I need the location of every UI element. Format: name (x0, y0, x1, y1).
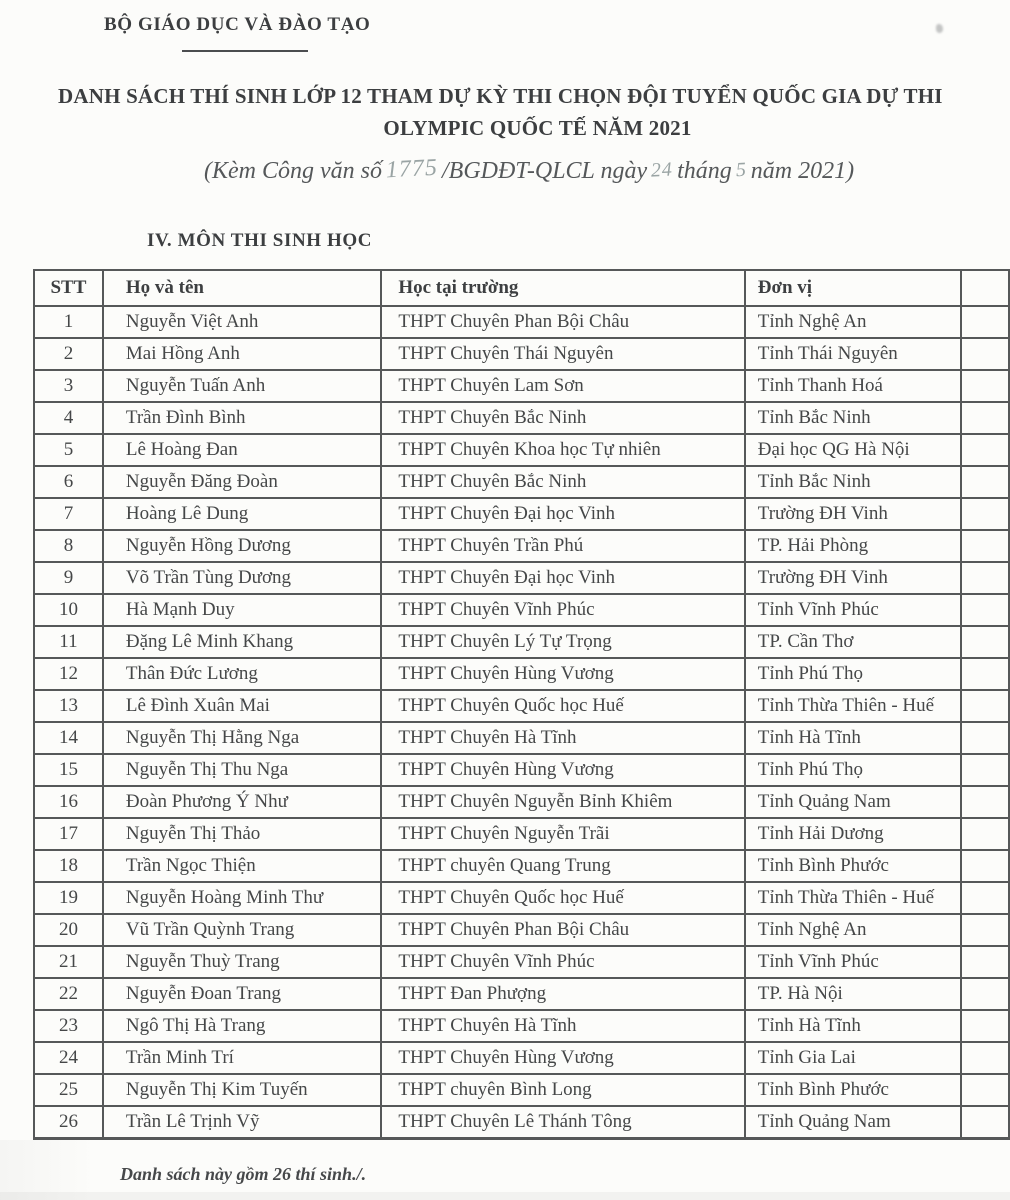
ministry-name: BỘ GIÁO DỤC VÀ ĐÀO TẠO (104, 14, 371, 35)
cell-unit: Tỉnh Thanh Hoá (745, 370, 962, 402)
header-unit: Đơn vị (745, 270, 962, 306)
cell-stt: 25 (34, 1074, 103, 1106)
scan-band (0, 1192, 1010, 1200)
cell-school: THPT Chuyên Đại học Vinh (381, 498, 744, 530)
table-row (34, 466, 1009, 498)
cell-unit: Tỉnh Phú Thọ (745, 754, 962, 786)
cell-school: THPT chuyên Quang Trung (381, 850, 744, 882)
cell-school: THPT Chuyên Vĩnh Phúc (381, 946, 744, 978)
cell-unit: Trường ĐH Vinh (745, 562, 962, 594)
header-school: Học tại trường (381, 270, 744, 306)
cell-name: Thân Đức Lương (103, 658, 381, 690)
cell-name: Trần Lê Trịnh Vỹ (103, 1106, 381, 1139)
cell-extra (961, 658, 1009, 690)
student-roster-table (33, 269, 1010, 1140)
cell-unit: Tỉnh Quảng Nam (745, 1106, 962, 1139)
table-row (34, 1042, 1009, 1074)
table-row (34, 818, 1009, 850)
cell-name: Hà Mạnh Duy (103, 594, 381, 626)
cell-unit: Tỉnh Phú Thọ (745, 658, 962, 690)
cell-stt: 24 (34, 1042, 103, 1074)
table-row (34, 626, 1009, 658)
cell-extra (961, 562, 1009, 594)
cell-unit: Tỉnh Nghệ An (745, 306, 962, 338)
cell-school: THPT chuyên Bình Long (381, 1074, 744, 1106)
cell-school: THPT Chuyên Vĩnh Phúc (381, 594, 744, 626)
cell-extra (961, 530, 1009, 562)
cell-stt: 14 (34, 722, 103, 754)
table-row (34, 754, 1009, 786)
cell-extra (961, 338, 1009, 370)
section-heading-biology: IV. MÔN THI SINH HỌC (147, 230, 373, 251)
cell-stt: 20 (34, 914, 103, 946)
cell-stt: 6 (34, 466, 103, 498)
table-row (34, 306, 1009, 338)
cell-stt: 1 (34, 306, 103, 338)
table-row (34, 594, 1009, 626)
table-row (34, 658, 1009, 690)
handwritten-day: 24 (650, 158, 674, 182)
cell-name: Nguyễn Thị Hằng Nga (103, 722, 381, 754)
cell-unit: Tỉnh Thừa Thiên - Huế (745, 882, 962, 914)
cell-unit: Đại học QG Hà Nội (745, 434, 962, 466)
cell-unit: Tỉnh Gia Lai (745, 1042, 962, 1074)
cell-name: Đặng Lê Minh Khang (103, 626, 381, 658)
table-header-row (34, 270, 1009, 306)
cell-stt: 10 (34, 594, 103, 626)
header-name: Họ và tên (103, 270, 381, 306)
cell-unit: Tỉnh Bắc Ninh (745, 402, 962, 434)
cell-school: THPT Chuyên Quốc học Huế (381, 882, 744, 914)
cell-stt: 2 (34, 338, 103, 370)
cell-extra (961, 1042, 1009, 1074)
attachment-reference-line (204, 154, 855, 185)
cell-school: THPT Chuyên Bắc Ninh (381, 466, 744, 498)
cell-extra (961, 594, 1009, 626)
cell-unit: Tỉnh Quảng Nam (745, 786, 962, 818)
cell-extra (961, 690, 1009, 722)
cell-name: Nguyễn Việt Anh (103, 306, 381, 338)
cell-name: Trần Đình Bình (103, 402, 381, 434)
cell-name: Lê Hoàng Đan (103, 434, 381, 466)
cell-name: Mai Hồng Anh (103, 338, 381, 370)
cell-stt: 9 (34, 562, 103, 594)
table-row (34, 434, 1009, 466)
cell-school: THPT Chuyên Hùng Vương (381, 658, 744, 690)
header-stt: STT (34, 270, 103, 306)
cell-unit: TP. Hải Phòng (745, 530, 962, 562)
cell-name: Lê Đình Xuân Mai (103, 690, 381, 722)
cell-stt: 21 (34, 946, 103, 978)
cell-extra (961, 370, 1009, 402)
cell-school: THPT Chuyên Khoa học Tự nhiên (381, 434, 744, 466)
cell-stt: 18 (34, 850, 103, 882)
cell-name: Vũ Trần Quỳnh Trang (103, 914, 381, 946)
cell-extra (961, 1074, 1009, 1106)
cell-extra (961, 882, 1009, 914)
cell-name: Nguyễn Đăng Đoàn (103, 466, 381, 498)
cell-name: Nguyễn Đoan Trang (103, 978, 381, 1010)
cell-extra (961, 306, 1009, 338)
cell-unit: Tỉnh Bình Phước (745, 850, 962, 882)
cell-name: Võ Trần Tùng Dương (103, 562, 381, 594)
cell-name: Nguyễn Thị Kim Tuyến (103, 1074, 381, 1106)
table-row (34, 1074, 1009, 1106)
cell-extra (961, 786, 1009, 818)
cell-stt: 11 (34, 626, 103, 658)
cell-extra (961, 1106, 1009, 1139)
cell-unit: Tỉnh Bình Phước (745, 1074, 962, 1106)
cell-unit: Tỉnh Nghệ An (745, 914, 962, 946)
table-row (34, 690, 1009, 722)
table-row (34, 1010, 1009, 1042)
cell-name: Ngô Thị Hà Trang (103, 1010, 381, 1042)
cell-extra (961, 626, 1009, 658)
cell-school: THPT Chuyên Lê Thánh Tông (381, 1106, 744, 1139)
table-row (34, 498, 1009, 530)
cell-unit: TP. Hà Nội (745, 978, 962, 1010)
cell-school: THPT Chuyên Hà Tĩnh (381, 722, 744, 754)
handwritten-month: 5 (735, 158, 748, 182)
cell-name: Nguyễn Thị Thu Nga (103, 754, 381, 786)
table-row (34, 914, 1009, 946)
cell-name: Nguyễn Tuấn Anh (103, 370, 381, 402)
ministry-underline (182, 50, 308, 52)
cell-extra (961, 402, 1009, 434)
cell-stt: 26 (34, 1106, 103, 1139)
cell-school: THPT Đan Phượng (381, 978, 744, 1010)
table-row (34, 786, 1009, 818)
cell-name: Hoàng Lê Dung (103, 498, 381, 530)
cell-stt: 23 (34, 1010, 103, 1042)
cell-unit: Tỉnh Hà Tĩnh (745, 1010, 962, 1042)
cell-extra (961, 434, 1009, 466)
cell-extra (961, 466, 1009, 498)
table-row (34, 1106, 1009, 1139)
cell-school: THPT Chuyên Lý Tự Trọng (381, 626, 744, 658)
cell-stt: 16 (34, 786, 103, 818)
cell-school: THPT Chuyên Hùng Vương (381, 754, 744, 786)
table-row (34, 850, 1009, 882)
cell-school: THPT Chuyên Nguyễn Bỉnh Khiêm (381, 786, 744, 818)
cell-name: Trần Ngọc Thiện (103, 850, 381, 882)
header-extra-clipped (961, 270, 1009, 306)
student-table-body (34, 306, 1009, 1139)
cell-school: THPT Chuyên Hùng Vương (381, 1042, 744, 1074)
cell-name: Đoàn Phương Ý Như (103, 786, 381, 818)
handwritten-doc-number: 1775 (385, 154, 439, 184)
cell-extra (961, 946, 1009, 978)
cell-school: THPT Chuyên Bắc Ninh (381, 402, 744, 434)
scan-edge (0, 1140, 95, 1200)
cell-extra (961, 818, 1009, 850)
cell-school: THPT Chuyên Phan Bội Châu (381, 306, 744, 338)
cell-unit: Tỉnh Thái Nguyên (745, 338, 962, 370)
cell-extra (961, 914, 1009, 946)
cell-extra (961, 978, 1009, 1010)
cell-stt: 8 (34, 530, 103, 562)
cell-school: THPT Chuyên Hà Tĩnh (381, 1010, 744, 1042)
cell-name: Nguyễn Hoàng Minh Thư (103, 882, 381, 914)
cell-unit: Tỉnh Vĩnh Phúc (745, 946, 962, 978)
cell-unit: Tỉnh Bắc Ninh (745, 466, 962, 498)
cell-stt: 12 (34, 658, 103, 690)
subtitle-middle1: /BGDĐT-QLCL ngày (441, 158, 648, 184)
cell-unit: Trường ĐH Vinh (745, 498, 962, 530)
table-row (34, 530, 1009, 562)
table-row (34, 402, 1009, 434)
cell-stt: 19 (34, 882, 103, 914)
document-title-line1: DANH SÁCH THÍ SINH LỚP 12 THAM DỰ KỲ THI CHỌN ĐỘI TUYỂN QUỐC GIA DỰ THI (58, 84, 943, 108)
cell-extra (961, 722, 1009, 754)
table-row (34, 338, 1009, 370)
subtitle-middle2: tháng (677, 158, 732, 184)
cell-stt: 22 (34, 978, 103, 1010)
table-row (34, 562, 1009, 594)
cell-extra (961, 498, 1009, 530)
cell-extra (961, 850, 1009, 882)
cell-unit: TP. Cần Thơ (745, 626, 962, 658)
cell-name: Trần Minh Trí (103, 1042, 381, 1074)
cell-school: THPT Chuyên Quốc học Huế (381, 690, 744, 722)
cell-unit: Tỉnh Hải Dương (745, 818, 962, 850)
cell-stt: 4 (34, 402, 103, 434)
table-header (34, 270, 1009, 306)
cell-extra (961, 1010, 1009, 1042)
cell-unit: Tỉnh Vĩnh Phúc (745, 594, 962, 626)
cell-school: THPT Chuyên Lam Sơn (381, 370, 744, 402)
cell-school: THPT Chuyên Đại học Vinh (381, 562, 744, 594)
cell-unit: Tỉnh Hà Tĩnh (745, 722, 962, 754)
table-row (34, 978, 1009, 1010)
cell-school: THPT Chuyên Thái Nguyên (381, 338, 744, 370)
table-row (34, 946, 1009, 978)
document-title-line2: OLYMPIC QUỐC TẾ NĂM 2021 (383, 116, 692, 140)
footer-note: Danh sách này gồm 26 thí sinh./. (120, 1164, 367, 1184)
cell-stt: 5 (34, 434, 103, 466)
cell-school: THPT Chuyên Nguyễn Trãi (381, 818, 744, 850)
cell-name: Nguyễn Thị Thảo (103, 818, 381, 850)
cell-school: THPT Chuyên Trần Phú (381, 530, 744, 562)
cell-extra (961, 754, 1009, 786)
subtitle-suffix: năm 2021) (750, 158, 855, 184)
scan-smudge (936, 24, 943, 33)
cell-school: THPT Chuyên Phan Bội Châu (381, 914, 744, 946)
cell-name: Nguyễn Hồng Dương (103, 530, 381, 562)
cell-stt: 17 (34, 818, 103, 850)
cell-stt: 15 (34, 754, 103, 786)
cell-stt: 3 (34, 370, 103, 402)
cell-name: Nguyễn Thuỳ Trang (103, 946, 381, 978)
table-row (34, 370, 1009, 402)
cell-unit: Tỉnh Thừa Thiên - Huế (745, 690, 962, 722)
cell-stt: 13 (34, 690, 103, 722)
table-row (34, 882, 1009, 914)
subtitle-prefix: (Kèm Công văn số (204, 158, 382, 184)
cell-stt: 7 (34, 498, 103, 530)
table-row (34, 722, 1009, 754)
